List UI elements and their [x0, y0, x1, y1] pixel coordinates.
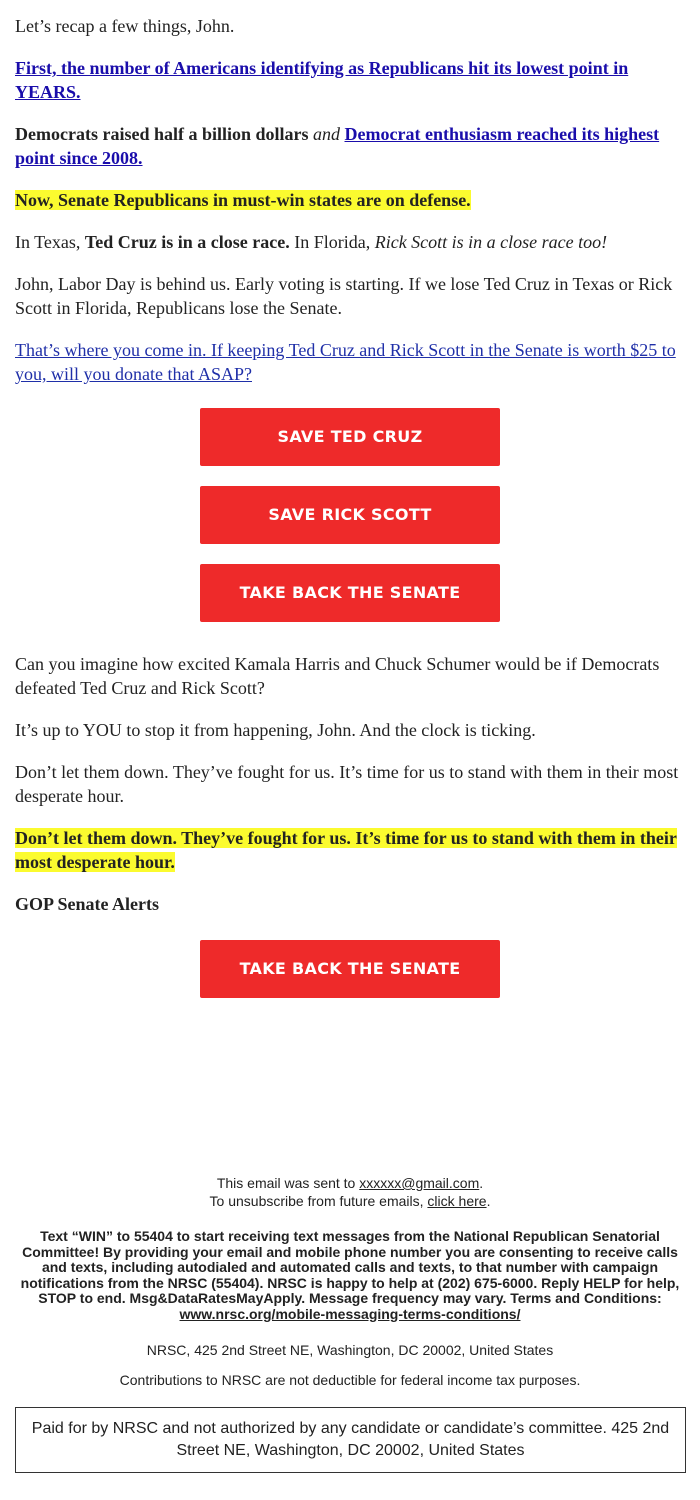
republicans-paragraph [15, 56, 685, 104]
unsub-prefix: To unsubscribe from future emails, [209, 1193, 428, 1209]
save-rick-scott-button[interactable]: SAVE RICK SCOTT [200, 486, 500, 544]
sent-prefix: This email was sent to [216, 1175, 360, 1191]
take-back-senate-button-2[interactable]: TAKE BACK THE SENATE [200, 940, 500, 998]
paid-for-box [15, 1407, 686, 1473]
cta-buttons [15, 408, 685, 642]
imagine-paragraph: Can you imagine how excited Kamala Harris and Chuck Schumer would be if Democrats defeated Ted Cruz and Rick Scott? [15, 654, 660, 698]
donate-paragraph [15, 338, 685, 386]
enthusiasm-link[interactable]: Democrat enthusiasm reached its highest point since 2008. [15, 124, 660, 168]
tax-line: Contributions to NRSC are not deductible for federal income tax purposes. [119, 1372, 581, 1388]
signature: GOP Senate Alerts [15, 894, 159, 914]
email-footer [0, 1175, 700, 1388]
sent-to-line [0, 1175, 700, 1191]
democrats-paragraph [15, 122, 685, 170]
sms-disclaimer [18, 1229, 682, 1322]
florida-prefix: In Florida, [289, 232, 375, 252]
recipient-email-link[interactable]: xxxxxx@gmail.com [359, 1175, 480, 1191]
donate-link[interactable]: That’s where you come in. If keeping Ted Cruz and Rick Scott in the Senate is worth $25 to you, will you donate that ASAP? [15, 340, 676, 384]
texas-florida-paragraph [15, 230, 685, 254]
cruz-close-race: Ted Cruz is in a close race. [84, 232, 290, 252]
sent-suffix: . [479, 1175, 484, 1191]
republicans-link[interactable]: First, the number of Americans identifying as Republicans hit its lowest point in YEARS. [15, 58, 629, 102]
take-back-senate-button[interactable]: TAKE BACK THE SENATE [200, 564, 500, 622]
address-line: NRSC, 425 2nd Street NE, Washington, DC 20002, United States [146, 1342, 554, 1358]
dont-let-highlight: Don’t let them down. They’ve fought for us. It’s time for us to stand with them in their most desperate hour. [15, 828, 677, 872]
texas-prefix: In Texas, [15, 232, 85, 252]
dont-let-paragraph: Don’t let them down. They’ve fought for us. It’s time for us to stand with them in their most desperate hour. [15, 762, 679, 806]
sms-text: Text “WIN” to 55404 to start receiving text messages from the National Republican Senatorial Committee! By providing your email and mobile phone number you are consenting to receive calls and texts, including autodialed and automated calls and texts, to that number with campaign notifications from the NRSC (55404). NRSC is happy to help at (202) 675-6000. Reply HELP for help, STOP to end. Msg&DataRatesMayApply. Message frequency may vary. Terms and Conditions: [20, 1228, 680, 1306]
dems-raised-text: Democrats raised half a billion dollars [15, 124, 309, 144]
up-to-you-paragraph: It’s up to YOU to stop it from happening, John. And the clock is ticking. [15, 720, 536, 740]
dont-let-highlight-paragraph [15, 826, 685, 874]
defense-paragraph [15, 188, 685, 212]
defense-highlight: Now, Senate Republicans in must-win states are on defense. [15, 190, 471, 210]
terms-link[interactable]: www.nrsc.org/mobile-messaging-terms-conditions/ [179, 1305, 521, 1322]
and-word: and [313, 124, 340, 144]
unsubscribe-link[interactable]: click here [427, 1193, 487, 1209]
save-ted-cruz-button[interactable]: SAVE TED CRUZ [200, 408, 500, 466]
final-cta [15, 940, 685, 1018]
unsubscribe-line [0, 1193, 700, 1209]
intro-text: Let’s recap a few things, John. [15, 16, 235, 36]
paid-for-text: Paid for by NRSC and not authorized by any candidate or candidate’s committee. 425 2nd Street NE, Washington, DC 20002, United States [31, 1420, 670, 1459]
labor-day-paragraph: John, Labor Day is behind us. Early voting is starting. If we lose Ted Cruz in Texas or Rick Scott in Florida, Republicans lose the Senate. [15, 274, 673, 318]
scott-close-race: Rick Scott is in a close race too! [374, 232, 608, 252]
unsub-suffix: . [486, 1193, 491, 1209]
